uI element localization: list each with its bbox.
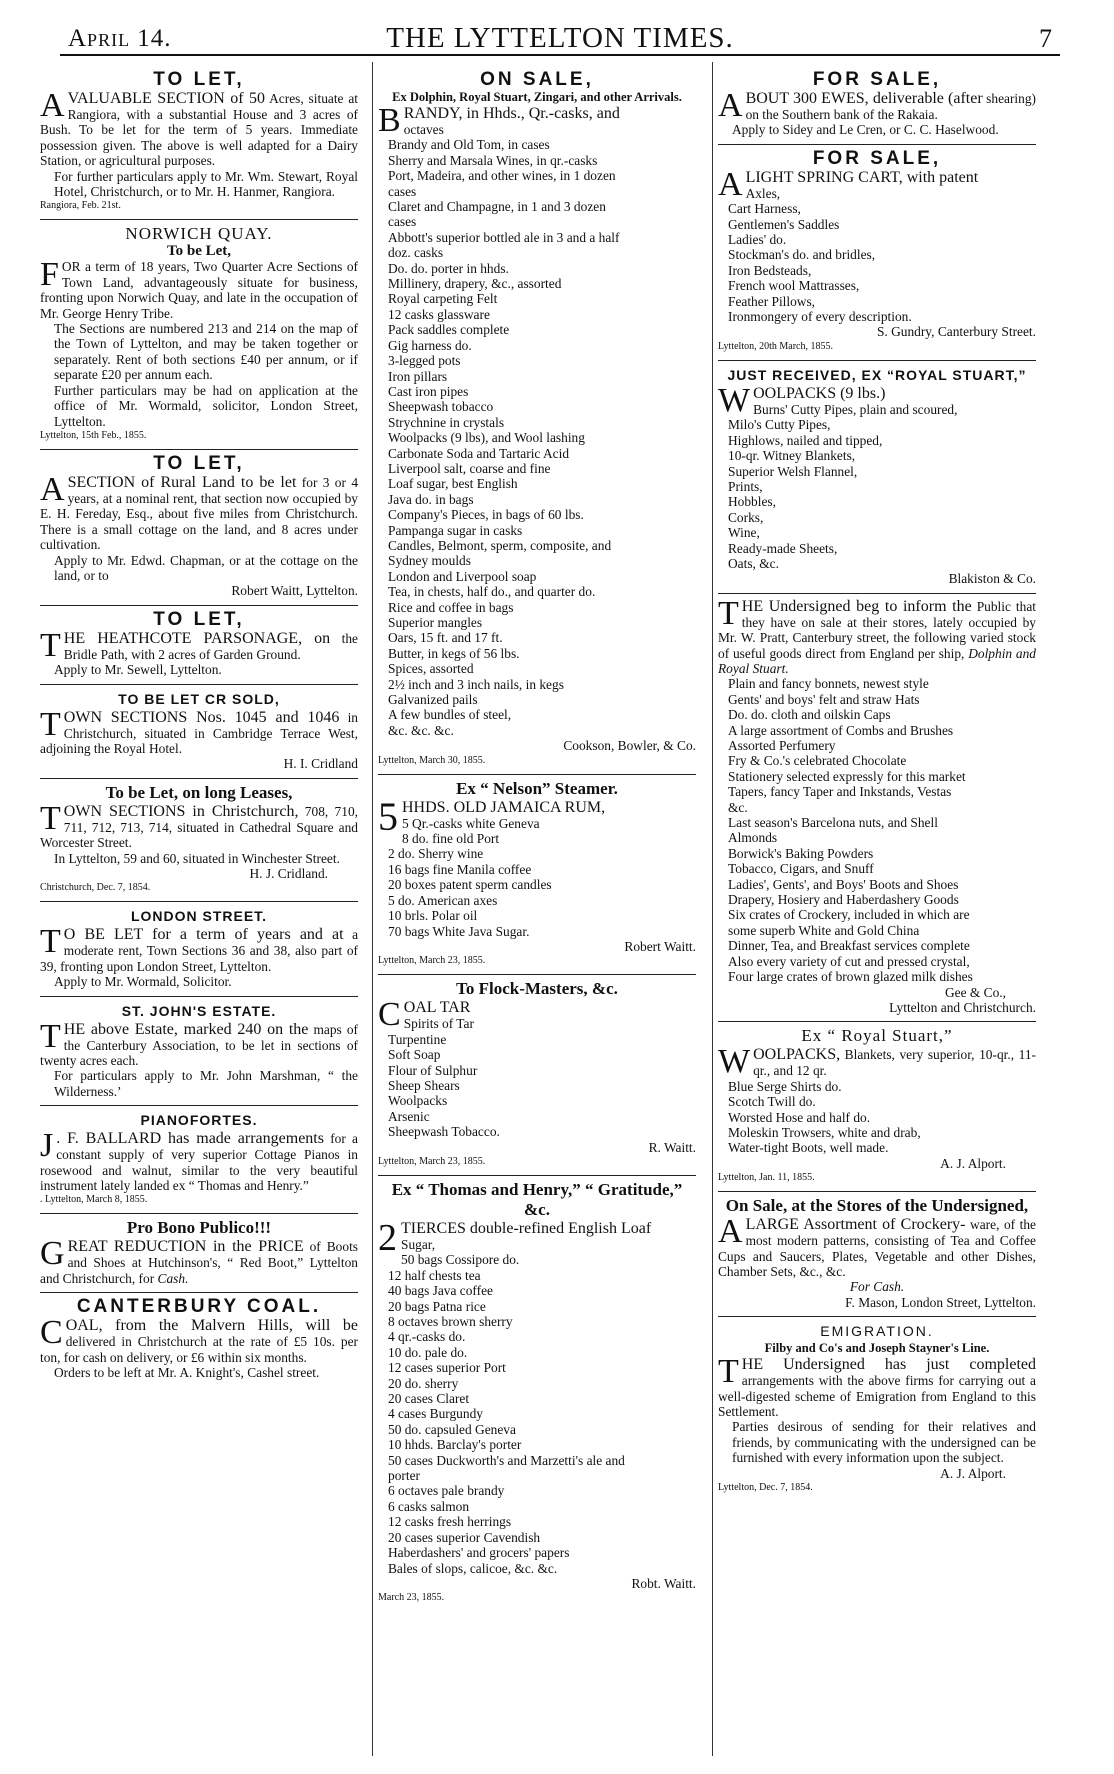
ad-heading: ON SALE,: [480, 69, 594, 90]
ad-body: Apply to Mr. Wormald, Solicitor.: [54, 974, 232, 990]
drop-cap: G: [40, 1235, 65, 1273]
ad-heading: CANTERBURY COAL.: [76, 1296, 322, 1318]
ad-heading: Pro Bono Publico!!!: [126, 1218, 272, 1238]
ad-lead: SECTION of Rural Land to be let: [67, 473, 297, 491]
column-1: [40, 66, 358, 1756]
ad-heading: To be Let, on long Leases,: [105, 782, 293, 802]
drop-cap: W: [718, 381, 751, 419]
list-item: Ironmongery of every description.: [728, 309, 912, 325]
ad-date: Christchurch, Dec. 7, 1854.: [40, 882, 151, 894]
ad-london-street: [40, 902, 358, 996]
list-item: Haberdashers' and grocers' papers: [388, 1545, 570, 1561]
ad-date: Rangiora, Feb. 21st.: [40, 200, 121, 212]
list-item: Also every variety of cut and pressed crystal,: [728, 953, 970, 969]
list-item: Galvanized pails: [388, 692, 478, 708]
list-item: 8 do. fine old Port: [402, 831, 500, 847]
ad-lead: BOUT 300 EWES, deliverable (after: [745, 90, 983, 107]
list-item: 5 do. American axes: [388, 892, 498, 908]
ad-date: Lyttelton, 15th Feb., 1855.: [40, 429, 147, 441]
ad-date: Lyttelton, March 30, 1855.: [378, 754, 486, 766]
ad-royal-stuart-woolpacks: [718, 361, 1036, 594]
ad-date: Lyttelton, 20th March, 1855.: [718, 340, 833, 352]
ad-body: ware, of the most modern patterns, consisting of Tea and Coffee Cups and Saucers, Plates, Vegetable and other Dishes, Chamber Sets, &c., &c.: [718, 1217, 1036, 1279]
ad-body: for 3 or 4 years, at a nominal rent, that section now occupied by E. H. Fereday, Esq., about five miles from Christchurch. There is a small cottage on the land, and 8 acres under cultivation.: [40, 474, 358, 553]
ad-date: March 23, 1855.: [378, 1592, 445, 1604]
ad-body: Apply to Sidey and Le Cren, or C. C. Haselwood.: [732, 122, 999, 138]
list-item: Highlows, nailed and tipped,: [728, 432, 883, 448]
ad-signature: H. J. Cridland.: [249, 866, 328, 881]
list-item: 12 casks fresh herrings: [388, 1514, 512, 1530]
ad-date: Lyttelton, March 23, 1855.: [378, 955, 486, 967]
ad-heading: TO LET,: [153, 452, 245, 474]
list-item: porter: [388, 1468, 420, 1484]
list-item: Gig harness do.: [388, 337, 472, 353]
ad-lead: OAL, from the Malvern Hills, will be: [65, 1317, 358, 1335]
list-item: Stationery selected expressly for this market: [728, 768, 966, 784]
list-item: Woolpacks (9 lbs), and Wool lashing: [388, 430, 585, 446]
list-item: &c.: [728, 799, 748, 815]
ad-body: Blankets, very superior, 10-qr., 11-qr., and 12 qr.: [753, 1047, 1036, 1079]
list-item: Candles, Belmont, sperm, composite, and: [388, 537, 612, 553]
ad-signature: Blakiston & Co.: [948, 571, 1036, 587]
ad-lead: TIERCES double-refined English Loaf: [401, 1219, 652, 1237]
drop-cap: A: [718, 165, 743, 203]
ad-body: Orders to be left at Mr. A. Knight's, Cashel street.: [54, 1365, 320, 1381]
list-item: Ladies', Gents', and Boys' Boots and Shoes: [728, 876, 959, 892]
list-item: Axles,: [745, 185, 781, 201]
ad-heading: TO LET,: [153, 608, 245, 630]
drop-cap: F: [40, 256, 59, 294]
list-item: Burns' Cutty Pipes, plain and scoured,: [753, 401, 958, 417]
list-item: Carbonate Soda and Tartaric Acid: [388, 445, 570, 461]
ad-body-italic: Cash.: [157, 1270, 189, 1286]
list-item: Stockman's do. and bridles,: [728, 247, 876, 263]
list-item: 70 bags White Java Sugar.: [388, 923, 530, 939]
ad-body: Apply to Mr. Edwd. Chapman, or at the cottage on the land, or to: [54, 552, 358, 583]
ad-for-sale-ewes: [718, 66, 1036, 145]
list-item: 50 cases Duckworth's and Marzetti's ale and: [388, 1452, 625, 1468]
ad-heading: FOR SALE,: [812, 69, 942, 90]
list-item: 6 casks salmon: [388, 1498, 470, 1514]
ad-on-sale-brandy: [378, 66, 696, 775]
item-list: [718, 676, 1036, 984]
list-item: Assorted Perfumery: [728, 738, 836, 753]
list-item: 6 octaves pale brandy: [388, 1483, 505, 1499]
drop-cap: T: [40, 626, 61, 664]
list-item: Almonds: [728, 830, 778, 846]
ad-signature: Robt. Waitt.: [631, 1575, 696, 1591]
issue-date: April 14.: [68, 25, 172, 52]
list-item: Sheepwash tobacco: [388, 399, 494, 415]
list-item: Claret and Champagne, in 1 and 3 dozen: [388, 199, 606, 215]
ad-norwich-quay: [40, 220, 358, 449]
column-2: [378, 66, 696, 1756]
list-item: Woolpacks: [388, 1093, 448, 1109]
list-item: 10 hhds. Barclay's porter: [388, 1437, 522, 1453]
list-item: Tea, in chests, half do., and quarter do.: [388, 584, 596, 600]
ad-heading: LONDON STREET.: [130, 908, 268, 925]
list-item: 4 qr.-casks do.: [388, 1329, 466, 1345]
list-item: 20 cases Claret: [388, 1391, 470, 1407]
list-item: Last season's Barcelona nuts, and Shell: [728, 815, 938, 831]
list-item: Plain and fancy bonnets, newest style: [728, 676, 929, 692]
list-item: Strychnine in crystals: [388, 414, 505, 430]
list-item: Milo's Cutty Pipes,: [728, 417, 831, 433]
list-item: A large assortment of Combs and Brushes: [728, 722, 954, 738]
list-item: Oars, 15 ft. and 17 ft.: [388, 630, 503, 646]
ad-body: of Boots and Shoes at Hutchinson's, “ Red Boot,” Lyttelton and Christchurch, for: [40, 1239, 358, 1286]
list-item: Royal carpeting Felt: [388, 291, 498, 307]
list-item: 2 do. Sherry wine: [388, 846, 484, 862]
list-item: doz. casks: [388, 245, 444, 261]
list-item: Flour of Sulphur: [388, 1062, 478, 1078]
ad-subheading: To be Let,: [166, 243, 232, 260]
ad-body: a moderate rent, Town Sections 36 and 38, also part of 39, fronting upon London Street, Lyttelton.: [40, 927, 358, 974]
ad-crockery-mason: [718, 1192, 1036, 1317]
list-item: Turpentine: [388, 1031, 447, 1047]
column-3: [718, 66, 1036, 1756]
drop-cap: T: [40, 1017, 61, 1055]
item-list: [378, 1016, 696, 1139]
list-item: French wool Mattrasses,: [728, 278, 860, 294]
ad-body: delivered in Christchurch at the rate of £5 10s. per ton, for cash on delivery, or £6 within six months.: [40, 1334, 358, 1365]
list-item: Ready-made Sheets,: [728, 540, 838, 556]
drop-cap: C: [378, 996, 401, 1034]
ad-date: Lyttelton, Dec. 7, 1854.: [718, 1482, 813, 1494]
list-item: 8 octaves brown sherry: [388, 1314, 513, 1329]
ad-heading: ST. JOHN'S ESTATE.: [121, 1002, 277, 1019]
list-item: 4 cases Burgundy: [388, 1406, 483, 1422]
list-item: Sugar,: [401, 1236, 436, 1252]
list-item: Scotch Twill do.: [728, 1094, 816, 1110]
list-item: Port, Madeira, and other wines, in 1 dozen: [388, 168, 616, 184]
list-item: Fry & Co.'s celebrated Chocolate: [728, 753, 907, 769]
ad-signature: Gee & Co.,: [945, 984, 1006, 1000]
list-item: 12 half chests tea: [388, 1267, 481, 1283]
list-item: Millinery, drapery, &c., assorted: [388, 276, 562, 292]
ad-heading: On Sale, at the Stores of the Undersigned,: [725, 1196, 1029, 1216]
ad-heading: Ex “ Nelson” Steamer.: [456, 778, 618, 798]
masthead: [60, 22, 1060, 56]
list-item: London and Liverpool soap: [388, 568, 537, 584]
ad-pianofortes: [40, 1106, 358, 1214]
ad-to-let-rural: [40, 450, 358, 606]
drop-cap: A: [40, 87, 65, 124]
ad-lead: LARGE Assortment of Crockery-: [745, 1216, 966, 1234]
drop-cap: T: [40, 799, 61, 837]
list-item: Superior Welsh Flannel,: [728, 463, 858, 479]
list-item: Spirits of Tar: [403, 1016, 474, 1032]
list-item: Sydney moulds: [388, 553, 471, 569]
list-item: A few bundles of steel,: [388, 707, 512, 723]
ad-body: maps of the Canterbury Association, to be let in sections of twenty acres each.: [40, 1021, 358, 1069]
list-item: Sheep Shears: [388, 1077, 460, 1093]
list-item: Corks,: [728, 509, 764, 525]
ad-body: in Christchurch, situated in Cambridge Terrace West, adjoining the Royal Hotel.: [40, 709, 358, 756]
column-rule: [712, 62, 713, 1756]
drop-cap: T: [40, 923, 61, 961]
list-item: 50 bags Cossipore do.: [401, 1252, 520, 1268]
ad-lead: HE HEATHCOTE PARSONAGE, on: [63, 629, 331, 647]
list-item: Butter, in kegs of 56 lbs.: [388, 645, 520, 661]
list-item: Tapers, fancy Taper and Inkstands, Vestas: [728, 784, 952, 800]
ad-lead: LIGHT SPRING CART, with patent: [745, 168, 979, 186]
ad-heathcote-parsonage: [40, 606, 358, 685]
ad-subheading: Ex Dolphin, Royal Stuart, Zingari, and other Arrivals.: [392, 90, 682, 104]
drop-cap: T: [40, 705, 61, 743]
list-item: Moleskin Trowsers, white and drab,: [728, 1124, 921, 1140]
list-item: Iron Bedsteads,: [728, 262, 812, 278]
ad-canterbury-coal: [40, 1293, 358, 1386]
ad-lead: OOLPACKS,: [753, 1046, 841, 1064]
list-item: Tobacco, Cigars, and Snuff: [728, 861, 874, 877]
ad-lead: HE Undersigned has just completed: [741, 1356, 1036, 1374]
list-item: Dinner, Tea, and Breakfast services complete: [728, 938, 970, 954]
list-item: Arsenic: [388, 1108, 430, 1124]
drop-cap: J: [40, 1127, 54, 1165]
list-item: Java do. in bags: [388, 491, 474, 507]
ad-heading: NORWICH QUAY.: [125, 224, 273, 244]
ad-heading: EMIGRATION.: [820, 1323, 934, 1340]
list-item: some superb White and Gold China: [728, 922, 920, 938]
list-item: Feather Pillows,: [728, 293, 816, 309]
list-item: Cast iron pipes: [388, 383, 469, 399]
page-number: 7: [1039, 24, 1052, 53]
ad-heading: To Flock-Masters, &c.: [456, 979, 618, 999]
drop-cap: B: [378, 102, 401, 139]
list-item: Wine,: [728, 525, 760, 541]
ad-signature: H. I. Cridland: [283, 756, 358, 772]
ad-heading: Ex “ Thomas and Henry,” “ Gratitude,” &c.: [391, 1179, 683, 1219]
drop-cap: C: [40, 1314, 63, 1352]
ad-lead: HHDS. OLD JAMAICA RUM,: [402, 798, 606, 816]
ad-body: Further particulars may be had on application at the office of Mr. Wormald, solicitor, London Street, Lyttelton.: [54, 382, 358, 429]
ad-signature: Robert Waitt.: [624, 938, 696, 954]
list-item: Rice and coffee in bags: [388, 599, 514, 615]
drop-cap: W: [718, 1043, 751, 1081]
ad-signature: Cookson, Bowler, & Co.: [563, 738, 696, 754]
ad-body: For further particulars apply to Mr. Wm. Stewart, Royal Hotel, Christchurch, or to Mr. H. Hanmer, Rangiora.: [54, 168, 358, 200]
ad-lead: HE Undersigned beg to inform the: [741, 597, 972, 615]
list-item: 12 cases superior Port: [388, 1360, 506, 1376]
list-item: Abbott's superior bottled ale in 3 and a half: [388, 229, 620, 245]
ad-heading: PIANOFORTES.: [140, 1112, 258, 1129]
ad-flock-masters: [378, 975, 696, 1176]
ad-heading: JUST RECEIVED, EX “ROYAL STUART,”: [727, 366, 1027, 383]
item-list: [718, 186, 1036, 325]
list-item: 10 brls. Polar oil: [388, 908, 478, 924]
ad-signature: A. J. Alport.: [940, 1155, 1006, 1171]
list-item: Company's Pieces, in bags of 60 lbs.: [388, 507, 584, 523]
ad-lead: RANDY, in Hhds., Qr.-casks, and: [403, 105, 620, 122]
ad-ex-royal-stuart: [718, 1022, 1036, 1192]
list-item: Brandy and Old Tom, in cases: [388, 137, 550, 153]
ad-lead: HE above Estate, marked 240 on the: [63, 1020, 309, 1038]
ad-date: Lyttelton, March 23, 1855.: [378, 1155, 486, 1167]
list-item: 10 do. pale do.: [388, 1344, 468, 1360]
list-item: Ladies' do.: [728, 232, 787, 248]
list-item: Do. do. porter in hhds.: [388, 260, 509, 276]
drop-cap: A: [40, 470, 65, 508]
ad-signature: F. Mason, London Street, Lyttelton.: [845, 1294, 1036, 1310]
list-item: Gents' and boys' felt and straw Hats: [728, 691, 920, 707]
item-list: [378, 816, 696, 939]
list-item: octaves: [403, 122, 444, 137]
ad-heading: TO BE LET CR SOLD,: [118, 690, 280, 707]
list-item: Loaf sugar, best English: [388, 476, 518, 492]
list-item: 20 do. sherry: [388, 1375, 459, 1391]
ad-long-leases: [40, 779, 358, 903]
drop-cap: 2: [378, 1216, 397, 1259]
ad-thomas-and-henry: [378, 1176, 696, 1611]
list-item: Sheepwash Tobacco.: [388, 1124, 500, 1140]
ad-heading: TO LET,: [153, 69, 245, 90]
ad-lead: OWN SECTIONS Nos. 1045 and 1046: [63, 708, 340, 726]
list-item: Borwick's Baking Powders: [728, 845, 874, 861]
list-item: Sherry and Marsala Wines, in qr.-casks: [388, 152, 598, 168]
ad-body: the Bridle Path, with 2 acres of Garden Ground.: [63, 630, 358, 662]
ad-body: arrangements with the above firms for carrying out a well-digested scheme of Emigration from England to this Settlement.: [718, 1373, 1036, 1419]
ad-town-sections-1045: [40, 685, 358, 779]
list-item: Soft Soap: [388, 1047, 441, 1063]
ad-body: The Sections are numbered 213 and 214 on the map of the Town of Lyttelton, and may be taken together or separately. Rent of both sections £40 per annum, or if separate £20 per annum each.: [54, 321, 358, 383]
item-list: [378, 122, 696, 738]
ad-to-let-rangiora: [40, 66, 358, 220]
column-rule: [372, 62, 373, 1756]
ad-signature: S. Gundry, Canterbury Street.: [876, 324, 1036, 340]
list-item: Spices, assorted: [388, 661, 474, 677]
ad-signature: Lyttelton and Christchurch.: [889, 999, 1036, 1015]
ad-nelson-steamer: [378, 775, 696, 976]
list-item: Four large crates of brown glazed milk dishes: [728, 969, 973, 985]
item-list: [378, 1237, 696, 1576]
list-item: 50 do. capsuled Geneva: [388, 1421, 516, 1437]
ad-lead: O BE LET for a term of years and at: [63, 926, 344, 944]
ad-body: For particulars apply to Mr. John Marshman, “ the Wilderness.’: [54, 1068, 358, 1099]
list-item: Six crates of Crockery, included in which are: [728, 907, 970, 923]
list-item: 16 bags fine Manila coffee: [388, 861, 532, 877]
list-item: cases: [388, 183, 417, 199]
list-item: Pack saddles complete: [388, 322, 510, 338]
ad-body: Apply to Mr. Sewell, Lyttelton.: [54, 662, 222, 678]
list-item: Worsted Hose and half do.: [728, 1109, 871, 1125]
list-item: 5 Qr.-casks white Geneva: [402, 815, 540, 831]
drop-cap: T: [718, 594, 739, 632]
drop-cap: A: [718, 87, 743, 124]
ad-body: for a constant supply of very superior Cottage Pianos in rosewood and walnut, similar to the very beautiful instrument lately landed ex “ Thomas and Henry.”: [40, 1131, 358, 1194]
list-item: Drapery, Hosiery and Haberdashery Goods: [728, 892, 959, 908]
ad-pro-bono-publico: [40, 1214, 358, 1293]
list-item: Water-tight Boots, well made.: [728, 1140, 889, 1156]
list-item: 20 bags Patna rice: [388, 1298, 486, 1314]
ad-body: Acre Sections of Town Land, advantageously situate for business, fronting upon Norwich Quay, and late in the occupation of Mr. George Henry Tribe.: [40, 259, 358, 321]
drop-cap: A: [718, 1213, 743, 1251]
ad-date: Lyttelton, Jan. 11, 1855.: [718, 1172, 815, 1184]
list-item: 20 boxes patent sperm candles: [388, 877, 552, 893]
newspaper-title: THE LYTTELTON TIMES.: [386, 22, 734, 54]
ad-subheading: Filby and Co's and Joseph Stayner's Line.: [764, 1341, 990, 1356]
ad-lead: OAL TAR: [403, 999, 471, 1017]
ad-emigration: [718, 1317, 1036, 1501]
drop-cap: T: [718, 1353, 739, 1391]
ad-body: shearing) on the Southern bank of the Rakaia.: [745, 91, 1036, 122]
list-item: 20 cases superior Cavendish: [388, 1529, 541, 1545]
ad-signature: A. J. Alport.: [940, 1465, 1006, 1481]
ad-lead: VALUABLE SECTION of 50: [67, 90, 266, 107]
ad-lead: OWN SECTIONS in Christchurch,: [63, 802, 299, 820]
item-list: [718, 1079, 1036, 1156]
ad-signature: Robert Waitt, Lyttelton.: [231, 583, 358, 599]
ad-lead: OR a term of 18 years, Two Quarter: [61, 259, 263, 275]
list-item: Cart Harness,: [728, 201, 801, 217]
item-list: [718, 402, 1036, 571]
ad-body: Parties desirous of sending for their relatives and friends, by communicating with the undersigned can be furnished with every information upon the subject.: [732, 1419, 1036, 1466]
drop-cap: 5: [378, 793, 398, 839]
list-item: Blue Serge Shirts do.: [728, 1078, 842, 1094]
ad-lead: . F. BALLARD has made arrangements: [56, 1130, 324, 1148]
ad-body: In Lyttelton, 59 and 60, situated in Winchester Street.: [54, 850, 340, 866]
list-item: &c. &c. &c.: [388, 722, 454, 738]
ad-body: Acres, situate at Rangiora, with a substantial House and 3 acres of Bush. To be let for the term of 5 years. Immediate possession given. The above is well adapted for a Dairy Station, or agricultural purposes.: [40, 91, 358, 169]
ad-terms: For Cash.: [849, 1279, 905, 1295]
ad-date: . Lyttelton, March 8, 1855.: [40, 1194, 148, 1206]
list-item: 12 casks glassware: [388, 306, 490, 322]
list-item: Liverpool salt, coarse and fine: [388, 460, 551, 476]
list-item: Hobbles,: [728, 494, 776, 510]
list-item: Prints,: [728, 478, 763, 494]
list-item: Iron pillars: [388, 368, 448, 384]
list-item: 40 bags Java coffee: [388, 1283, 493, 1299]
list-item: Bales of slops, calicoe, &c. &c.: [388, 1560, 558, 1576]
ad-st-johns-estate: [40, 997, 358, 1107]
list-item: 2½ inch and 3 inch nails, in kegs: [388, 676, 564, 692]
list-item: 10-qr. Witney Blankets,: [728, 448, 856, 464]
list-item: Pampanga sugar in casks: [388, 522, 523, 538]
ad-lead: OOLPACKS (9 lbs.): [753, 384, 886, 402]
list-item: cases: [388, 214, 417, 230]
ad-heading: FOR SALE,: [812, 147, 942, 169]
ad-body: Public that they have on sale at their stores, lately occupied by Mr. W. Pratt, Canterbury street, the following varied stock of useful goods direct from England per ship,: [718, 598, 1036, 661]
list-item: Gentlemen's Saddles: [728, 216, 840, 232]
ad-for-sale-spring-cart: [718, 145, 1036, 361]
ad-lead: REAT REDUCTION in the PRICE: [67, 1238, 304, 1256]
ad-body-italic: Dolphin and Royal Stuart.: [718, 645, 1036, 676]
ad-body: 708, 710, 711, 712, 713, 714, situated in Cathedral Square and Worcester Street.: [40, 803, 358, 851]
list-item: 3-legged pots: [388, 353, 461, 369]
list-item: Oats, &c.: [728, 555, 779, 571]
ad-gee-and-co: [718, 594, 1036, 1023]
list-item: Superior mangles: [388, 615, 483, 630]
ad-heading: Ex “ Royal Stuart,”: [801, 1026, 953, 1046]
ad-signature: R. Waitt.: [648, 1139, 696, 1155]
list-item: Do. do. cloth and oilskin Caps: [728, 707, 891, 723]
